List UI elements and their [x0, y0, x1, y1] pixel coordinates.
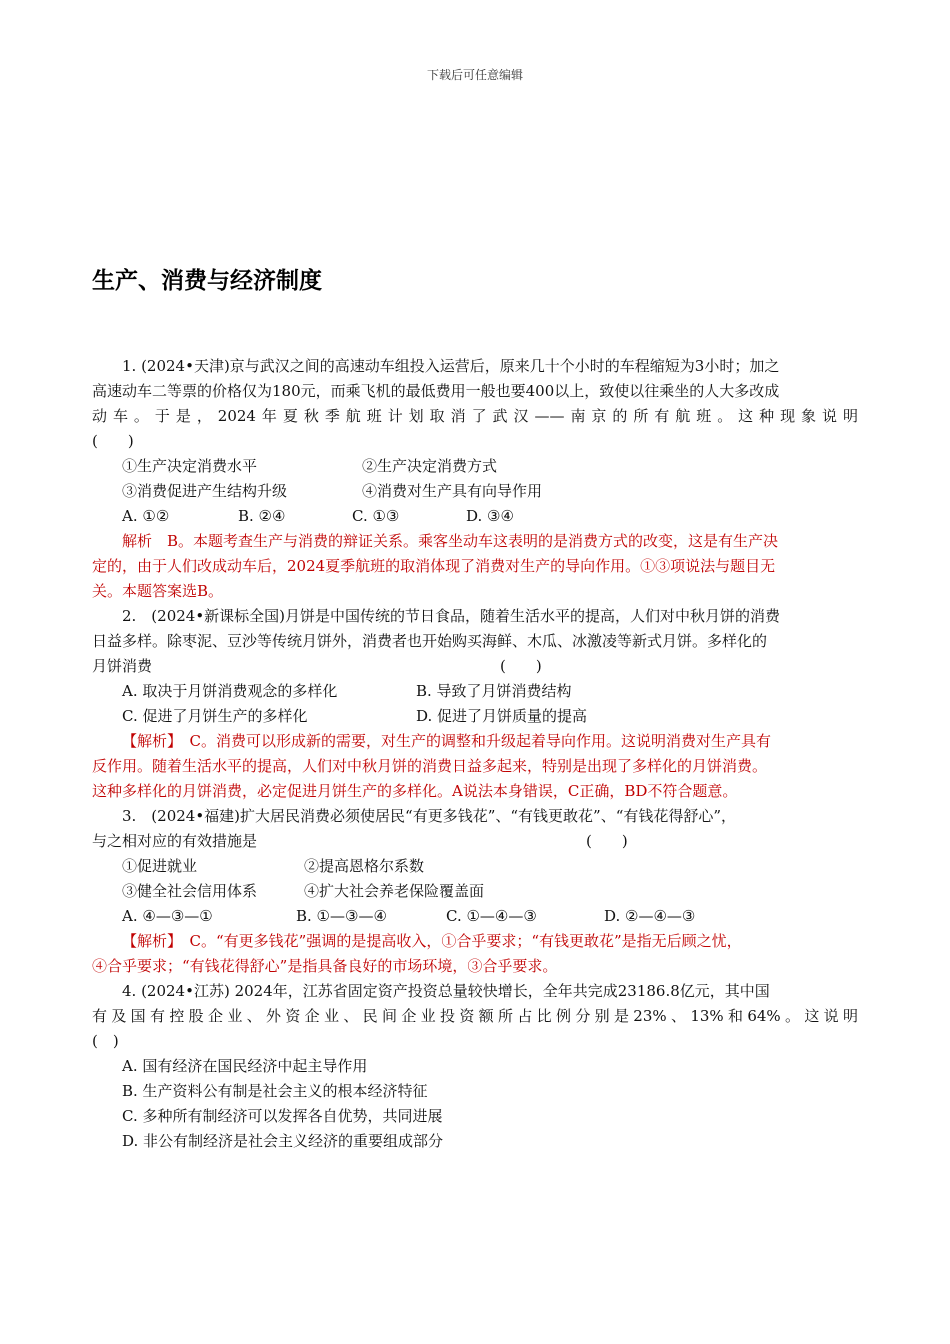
option-b: B. ②④: [238, 507, 286, 525]
question-3-line-1: 3. (2024•福建)扩大居民消费必须使居民“有更多钱花”、“有钱更敢花”、“有钱花得舒心”，: [122, 807, 737, 825]
question-1-statements-row-2: [92, 479, 858, 504]
question-2-line-2: 日益多样。除枣泥、豆沙等传统月饼外，消费者也开始购买海鲜、木瓜、冰激凌等新式月饼。多样化的: [92, 632, 768, 650]
statement-3: ③健全社会信用体系: [122, 882, 258, 900]
question-3-options: [92, 904, 858, 929]
question-2-line-1: 2. (2024•新课标全国)月饼是中国传统的节日食品，随着生活水平的提高，人们对中秋月饼的消费: [122, 607, 781, 625]
question-1-options: [92, 504, 858, 529]
answer-1-line-3: 关。本题答案选B。: [92, 582, 224, 600]
question-2-stem-end: 月饼消费: [92, 657, 153, 675]
option-d: D. 促进了月饼质量的提高: [416, 707, 588, 725]
question-4-line-2: 有及国有控股企业、外资企业、民间企业投资额所占比例分别是23%、13%和64%。这说明: [92, 1007, 858, 1025]
statement-4: ④消费对生产具有向导作用: [362, 482, 543, 500]
statement-4: ④扩大社会养老保险覆盖面: [304, 882, 485, 900]
question-3-paren: ( ): [586, 832, 628, 850]
question-1-line-2: 高速动车二等票的价格仅为180元，而乘飞机的最低费用一般也要400以上，致使以往乘坐的人大多改成: [92, 382, 780, 400]
page-title: 生产、消费与经济制度: [92, 268, 322, 294]
question-1-paren: ( ): [92, 432, 134, 450]
question-3-statements-row-1: [92, 854, 858, 879]
option-c: C. ①—④—③: [446, 907, 537, 925]
question-2-paren: ( ): [500, 657, 542, 675]
statement-2: ②提高恩格尔系数: [304, 857, 425, 875]
question-1-line-1: 1. (2024•天津)京与武汉之间的高速动车组投入运营后，原来几十个小时的车程缩短为3小时；加之: [122, 357, 780, 375]
question-2: [92, 604, 858, 804]
question-4-paren: ( ): [92, 1032, 119, 1050]
header-note: 下载后可任意编辑: [426, 68, 523, 82]
statement-2: ②生产决定消费方式: [362, 457, 498, 475]
question-3: [92, 804, 858, 979]
option-a: A. ①②: [122, 507, 170, 525]
question-1: [92, 354, 858, 604]
question-1-statements-row-1: [92, 454, 858, 479]
option-d: D. 非公有制经济是社会主义经济的重要组成部分: [122, 1132, 444, 1150]
option-d: D. ③④: [466, 507, 514, 525]
answer-2-line-2: 反作用。随着生活水平的提高，人们对中秋月饼的消费日益多起来，特别是出现了多样化的月饼消费。: [92, 757, 768, 775]
answer-2-line-3: 这种多样化的月饼消费，必定促进月饼生产的多样化。A说法本身错误，C正确，BD不符合题意。: [92, 782, 738, 800]
question-3-line-2: [92, 829, 858, 854]
answer-1-line-2: 定的，由于人们改成动车后，2024夏季航班的取消体现了消费对生产的导向作用。①③项说法与题目无: [92, 557, 776, 575]
option-b: B. 生产资料公有制是社会主义的根本经济特征: [122, 1082, 428, 1100]
document-body: [92, 354, 858, 1154]
answer-3-line-1: 【解析】 C。“有更多钱花”强调的是提高收入，①合乎要求；“有钱更敢花”是指无后顾之忧，: [122, 932, 742, 950]
question-2-line-3: [92, 654, 858, 679]
statement-3: ③消费促进产生结构升级: [122, 482, 288, 500]
option-c: C. 多种所有制经济可以发挥各自优势，共同进展: [122, 1107, 443, 1125]
question-3-statements-row-2: [92, 879, 858, 904]
question-1-line-3: 动车。于是，2024年夏秋季航班计划取消了武汉——南京的所有航班。这种现象说明: [92, 407, 858, 425]
option-b: B. ①—③—④: [296, 907, 387, 925]
question-4: [92, 979, 858, 1154]
statement-1: ①生产决定消费水平: [122, 457, 258, 475]
option-c: C. ①③: [352, 507, 400, 525]
statement-1: ①促进就业: [122, 857, 198, 875]
answer-2-line-1: 【解析】 C。消费可以形成新的需要，对生产的调整和升级起着导向作用。这说明消费对生产具有: [122, 732, 771, 750]
answer-1-line-1: 解析 B。本题考查生产与消费的辩证关系。乘客坐动车这表明的是消费方式的改变，这是有生产决: [122, 532, 779, 550]
option-b: B. 导致了月饼消费结构: [416, 682, 572, 700]
option-d: D. ②—④—③: [604, 907, 696, 925]
answer-3-line-2: ④合乎要求；“有钱花得舒心”是指具备良好的市场环境，③合乎要求。: [92, 957, 558, 975]
option-a: A. ④—③—①: [122, 907, 213, 925]
question-2-options-row-1: [92, 679, 858, 704]
option-a: A. 国有经济在国民经济中起主导作用: [122, 1057, 368, 1075]
question-4-line-1: 4. (2024•江苏) 2024年，江苏省固定资产投资总量较快增长，全年共完成23186.8亿元，其中国: [122, 982, 770, 1000]
option-a: A. 取决于月饼消费观念的多样化: [122, 682, 338, 700]
option-c: C. 促进了月饼生产的多样化: [122, 707, 308, 725]
question-2-options-row-2: [92, 704, 858, 729]
question-3-stem-end: 与之相对应的有效措施是: [92, 832, 258, 850]
